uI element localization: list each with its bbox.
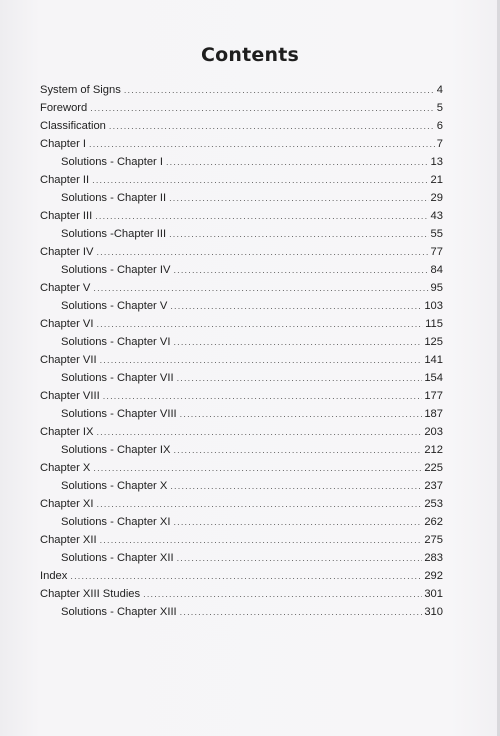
toc-subentry xyxy=(40,513,443,531)
toc-entry-label: Solutions - Chapter IV xyxy=(61,264,171,276)
dot-leader xyxy=(173,333,422,351)
toc-page-number: 283 xyxy=(424,552,443,564)
toc-page-number: 21 xyxy=(430,174,443,186)
dot-leader xyxy=(180,603,423,621)
toc-entry xyxy=(40,567,443,585)
toc-entry-label: Solutions - Chapter XIII xyxy=(61,606,177,618)
toc-page-number: 310 xyxy=(424,606,443,618)
dot-leader xyxy=(100,351,423,369)
toc-page-number: 77 xyxy=(430,246,443,258)
toc-subentry xyxy=(40,405,443,423)
dot-leader xyxy=(173,441,422,459)
toc-entry-label: Classification xyxy=(40,120,106,132)
table-of-contents xyxy=(40,81,443,621)
toc-subentry xyxy=(40,549,443,567)
toc-entry-label: Solutions - Chapter VI xyxy=(61,336,171,348)
toc-page-number: 301 xyxy=(424,588,443,600)
dot-leader xyxy=(166,153,429,171)
toc-subentry xyxy=(40,477,443,495)
toc-entry xyxy=(40,531,443,549)
toc-entry-label: Solutions - Chapter V xyxy=(61,300,168,312)
toc-subentry xyxy=(40,603,443,621)
toc-entry xyxy=(40,135,443,153)
dot-leader xyxy=(177,369,423,387)
dot-leader xyxy=(96,495,422,513)
toc-entry xyxy=(40,81,443,99)
dot-leader xyxy=(92,171,428,189)
toc-entry-label: Index xyxy=(40,570,68,582)
toc-entry-label: Chapter XI xyxy=(40,498,94,510)
dot-leader xyxy=(170,477,422,495)
dot-leader xyxy=(96,243,428,261)
toc-entry xyxy=(40,117,443,135)
toc-page-number: 262 xyxy=(424,516,443,528)
dot-leader xyxy=(96,423,422,441)
toc-entry xyxy=(40,351,443,369)
toc-page-number: 292 xyxy=(424,570,443,582)
dot-leader xyxy=(93,279,428,297)
toc-page-number: 13 xyxy=(430,156,443,168)
dot-leader xyxy=(177,549,423,567)
toc-subentry xyxy=(40,369,443,387)
toc-page-number: 237 xyxy=(424,480,443,492)
toc-entry xyxy=(40,387,443,405)
toc-page-number: 6 xyxy=(436,120,443,132)
toc-entry-label: System of Signs xyxy=(40,84,121,96)
toc-entry-label: Chapter V xyxy=(40,282,91,294)
dot-leader xyxy=(124,81,435,99)
toc-entry-label: Chapter I xyxy=(40,138,87,150)
toc-entry xyxy=(40,495,443,513)
toc-entry xyxy=(40,207,443,225)
toc-entry-label: Chapter XIII Studies xyxy=(40,588,141,600)
toc-entry-label: Solutions - Chapter VIII xyxy=(61,408,177,420)
toc-entry xyxy=(40,423,443,441)
toc-entry-label: Solutions - Chapter II xyxy=(61,192,167,204)
dot-leader xyxy=(96,315,423,333)
toc-entry xyxy=(40,585,443,603)
toc-entry xyxy=(40,315,443,333)
toc-entry-label: Solutions - Chapter IX xyxy=(61,444,171,456)
dot-leader xyxy=(93,459,422,477)
toc-subentry xyxy=(40,189,443,207)
toc-entry-label: Solutions - Chapter I xyxy=(61,156,163,168)
dot-leader xyxy=(180,405,423,423)
toc-page-number: 253 xyxy=(424,498,443,510)
toc-page-number: 29 xyxy=(430,192,443,204)
dot-leader xyxy=(103,387,423,405)
toc-entry-label: Chapter VIII xyxy=(40,390,100,402)
toc-page-number: 212 xyxy=(424,444,443,456)
toc-page-number: 55 xyxy=(430,228,443,240)
toc-subentry xyxy=(40,297,443,315)
toc-entry-label: Chapter II xyxy=(40,174,90,186)
toc-page-number: 4 xyxy=(436,84,443,96)
toc-page-number: 225 xyxy=(424,462,443,474)
toc-entry xyxy=(40,459,443,477)
toc-page-number: 7 xyxy=(436,138,443,150)
dot-leader xyxy=(173,261,428,279)
toc-entry-label: Chapter X xyxy=(40,462,91,474)
dot-leader xyxy=(95,207,428,225)
toc-entry-label: Chapter III xyxy=(40,210,93,222)
toc-subentry xyxy=(40,225,443,243)
toc-entry-label: Foreword xyxy=(40,102,88,114)
toc-page-number: 103 xyxy=(424,300,443,312)
dot-leader xyxy=(70,567,422,585)
toc-entry-label: Chapter XII xyxy=(40,534,97,546)
dot-leader xyxy=(169,189,428,207)
toc-page-number: 115 xyxy=(425,318,443,330)
toc-page-number: 5 xyxy=(436,102,443,114)
dot-leader xyxy=(143,585,422,603)
toc-entry xyxy=(40,171,443,189)
toc-subentry xyxy=(40,333,443,351)
dot-leader xyxy=(90,99,435,117)
toc-page-number: 95 xyxy=(430,282,443,294)
toc-page-number: 84 xyxy=(430,264,443,276)
toc-page-number: 177 xyxy=(424,390,443,402)
dot-leader xyxy=(170,297,422,315)
toc-page-number: 203 xyxy=(424,426,443,438)
toc-subentry xyxy=(40,441,443,459)
dot-leader xyxy=(100,531,423,549)
toc-entry-label: Solutions -Chapter III xyxy=(61,228,167,240)
dot-leader xyxy=(173,513,422,531)
toc-page-number: 154 xyxy=(424,372,443,384)
toc-entry-label: Solutions - Chapter VII xyxy=(61,372,174,384)
dot-leader xyxy=(169,225,428,243)
toc-entry-label: Solutions - Chapter X xyxy=(61,480,168,492)
toc-page-number: 43 xyxy=(430,210,443,222)
toc-entry-label: Chapter IV xyxy=(40,246,94,258)
toc-page-number: 125 xyxy=(424,336,443,348)
toc-page-number: 187 xyxy=(424,408,443,420)
toc-subentry xyxy=(40,153,443,171)
toc-entry-label: Chapter IX xyxy=(40,426,94,438)
toc-entry-label: Solutions - Chapter XI xyxy=(61,516,171,528)
toc-page-number: 275 xyxy=(424,534,443,546)
page-title: Contents xyxy=(200,44,299,66)
toc-entry-label: Solutions - Chapter XII xyxy=(61,552,174,564)
toc-entry xyxy=(40,279,443,297)
toc-entry xyxy=(40,243,443,261)
dot-leader xyxy=(89,135,435,153)
toc-entry xyxy=(40,99,443,117)
dot-leader xyxy=(109,117,435,135)
toc-subentry xyxy=(40,261,443,279)
toc-page-number: 141 xyxy=(424,354,443,366)
toc-entry-label: Chapter VII xyxy=(40,354,97,366)
toc-entry-label: Chapter VI xyxy=(40,318,94,330)
